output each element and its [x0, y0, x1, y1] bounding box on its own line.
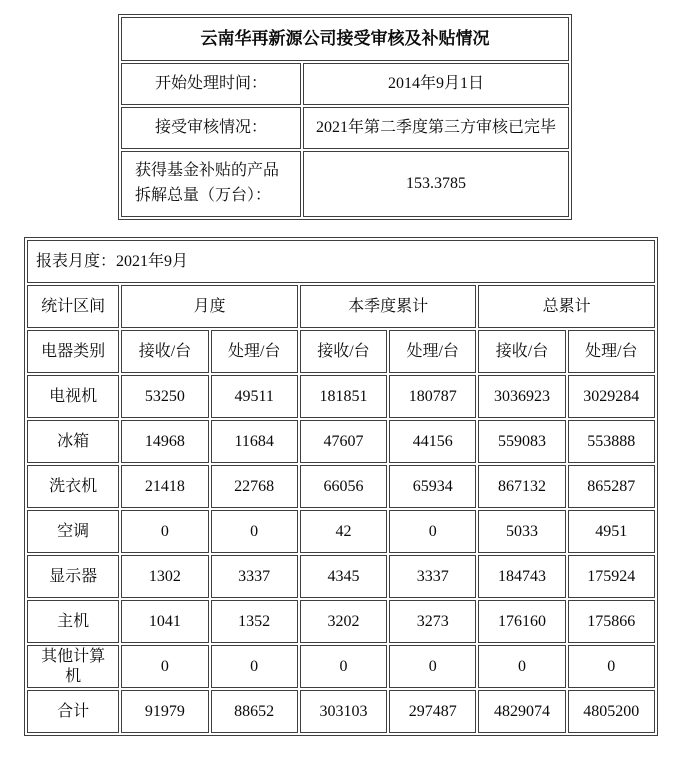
value-cell: 184743 [478, 555, 565, 598]
value-cell: 4345 [300, 555, 387, 598]
value-cell: 88652 [211, 690, 298, 733]
value-cell: 1302 [121, 555, 208, 598]
category-cell: 空调 [27, 510, 119, 553]
category-header: 电器类别 [27, 330, 119, 373]
value-cell: 49511 [211, 375, 298, 418]
category-cell: 洗衣机 [27, 465, 119, 508]
value-cell: 1352 [211, 600, 298, 643]
value-cell: 65934 [389, 465, 476, 508]
sub-header-row [27, 330, 655, 373]
value-cell: 11684 [211, 420, 298, 463]
value-cell: 3202 [300, 600, 387, 643]
value-cell: 66056 [300, 465, 387, 508]
table-row-other-computer [27, 645, 655, 688]
value-cell: 559083 [478, 420, 565, 463]
category-cell: 冰箱 [27, 420, 119, 463]
summary-row-start-date [121, 63, 569, 105]
report-month-label: 报表月度：2021年9月 [27, 240, 655, 283]
value-cell: 21418 [121, 465, 208, 508]
value-cell: 53250 [121, 375, 208, 418]
value-cell: 867132 [478, 465, 565, 508]
sub-header-received: 接收/台 [478, 330, 565, 373]
sub-header-processed: 处理/台 [211, 330, 298, 373]
value-cell: 42 [300, 510, 387, 553]
category-cell: 合计 [27, 690, 119, 733]
subsidy-total-value: 153.3785 [303, 151, 569, 217]
subsidy-total-label: 获得基金补贴的产品拆解总量（万台）： [121, 151, 301, 217]
value-cell: 175924 [568, 555, 655, 598]
category-cell: 其他计算机 [27, 645, 119, 688]
sub-header-processed: 处理/台 [389, 330, 476, 373]
value-cell: 4805200 [568, 690, 655, 733]
value-cell: 44156 [389, 420, 476, 463]
category-cell: 主机 [27, 600, 119, 643]
group-header-stat-interval: 统计区间 [27, 285, 119, 328]
table-row-tv [27, 375, 655, 418]
summary-table-title: 云南华再新源公司接受审核及补贴情况 [121, 17, 569, 61]
value-cell: 4829074 [478, 690, 565, 733]
report-month-row [27, 240, 655, 283]
value-cell: 0 [121, 645, 208, 688]
value-cell: 0 [389, 645, 476, 688]
value-cell: 4951 [568, 510, 655, 553]
value-cell: 5033 [478, 510, 565, 553]
value-cell: 297487 [389, 690, 476, 733]
summary-title-row [121, 17, 569, 61]
summary-row-subsidy-total [121, 151, 569, 217]
group-header-row [27, 285, 655, 328]
start-date-value: 2014年9月1日 [303, 63, 569, 105]
audit-status-value: 2021年第二季度第三方审核已完毕 [303, 107, 569, 149]
sub-header-received: 接收/台 [121, 330, 208, 373]
value-cell: 181851 [300, 375, 387, 418]
value-cell: 553888 [568, 420, 655, 463]
value-cell: 0 [300, 645, 387, 688]
table-row-washer [27, 465, 655, 508]
audit-status-label: 接受审核情况： [121, 107, 301, 149]
report-table [24, 237, 658, 736]
value-cell: 1041 [121, 600, 208, 643]
table-row-total [27, 690, 655, 733]
category-cell: 电视机 [27, 375, 119, 418]
value-cell: 3036923 [478, 375, 565, 418]
group-header-total-cumulative: 总累计 [478, 285, 655, 328]
value-cell: 0 [568, 645, 655, 688]
value-cell: 180787 [389, 375, 476, 418]
value-cell: 303103 [300, 690, 387, 733]
sub-header-received: 接收/台 [300, 330, 387, 373]
value-cell: 0 [211, 510, 298, 553]
summary-table [118, 14, 572, 220]
group-header-quarter-cumulative: 本季度累计 [300, 285, 477, 328]
value-cell: 0 [121, 510, 208, 553]
page [0, 14, 680, 736]
value-cell: 0 [478, 645, 565, 688]
group-header-monthly: 月度 [121, 285, 298, 328]
table-row-monitor [27, 555, 655, 598]
value-cell: 22768 [211, 465, 298, 508]
value-cell: 91979 [121, 690, 208, 733]
value-cell: 3337 [389, 555, 476, 598]
value-cell: 865287 [568, 465, 655, 508]
value-cell: 3273 [389, 600, 476, 643]
value-cell: 175866 [568, 600, 655, 643]
value-cell: 14968 [121, 420, 208, 463]
category-cell: 显示器 [27, 555, 119, 598]
value-cell: 0 [211, 645, 298, 688]
value-cell: 0 [389, 510, 476, 553]
value-cell: 3029284 [568, 375, 655, 418]
table-row-aircon [27, 510, 655, 553]
sub-header-processed: 处理/台 [568, 330, 655, 373]
summary-row-audit-status [121, 107, 569, 149]
value-cell: 3337 [211, 555, 298, 598]
table-row-host [27, 600, 655, 643]
value-cell: 176160 [478, 600, 565, 643]
table-row-fridge [27, 420, 655, 463]
value-cell: 47607 [300, 420, 387, 463]
start-date-label: 开始处理时间： [121, 63, 301, 105]
